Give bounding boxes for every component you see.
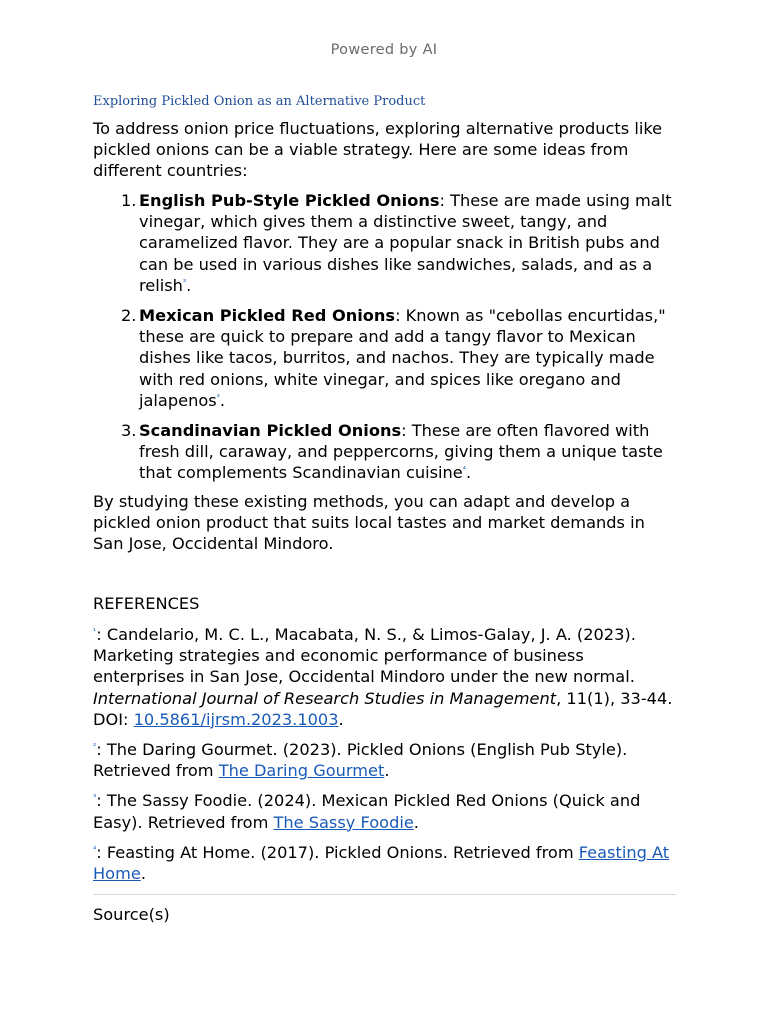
punctuation: .: [413, 812, 419, 832]
punctuation: .: [465, 463, 472, 483]
sassy-foodie-link[interactable]: The Sassy Foodie: [273, 812, 414, 832]
conclusion-paragraph: By studying these existing methods, you can adapt and develop a pickled onion product that suits local tastes and market demands in San Jose, Occidental Mindoro.: [93, 492, 645, 554]
idea-name: Scandinavian Pickled Onions: [139, 421, 402, 441]
punctuation: .: [186, 275, 192, 295]
idea-text: : These are often flavored with fresh dill, caraway, and peppercorns, giving them a unique taste that complements Scandinavian cuisine: [139, 421, 663, 483]
idea-name: Mexican Pickled Red Onions: [139, 306, 396, 326]
citation-link[interactable]: ²: [182, 277, 187, 287]
document-title: Exploring Pickled Onion as an Alternative Product: [93, 94, 426, 109]
references-list: [93, 624, 676, 893]
reference-text: : The Daring Gourmet. (2023). Pickled Onions (English Pub Style). Retrieved from: [93, 740, 628, 781]
doi-link[interactable]: 10.5861/ijrsm.2023.1003: [133, 709, 339, 729]
idea-text: : Known as "cebollas encurtidas," these are quick to prepare and add a tangy flavor to Mexican dishes like tacos, burritos, and nachos. They are typically made with red onions, white vinegar, and spices like oregano and jalapenos: [139, 306, 666, 410]
reference-item: [93, 739, 676, 781]
idea-text: : These are made using malt vinegar, which gives them a distinctive sweet, tangy, and caramelized flavor. They are a popular snack in British pubs and can be used in various dishes like sandwiches, salads, and as a relish: [139, 191, 672, 295]
daring-gourmet-link[interactable]: The Daring Gourmet: [218, 761, 385, 781]
list-item: [93, 420, 676, 484]
feasting-at-home-link[interactable]: Feasting At Home: [93, 842, 670, 884]
reference-text: : The Sassy Foodie. (2024). Mexican Pickled Red Onions (Quick and Easy). Retrieved from: [93, 791, 641, 832]
reference-text: : Candelario, M. C. L., Macabata, N. S., & Limos-Galay, J. A. (2023). Marketing strategies and economic performance of business enterprises in San Jose, Occidental Mindoro under the new normal.: [93, 625, 636, 687]
sources-label[interactable]: Source(s): [93, 905, 170, 924]
list-item: [93, 190, 676, 296]
references-heading: REFERENCES: [93, 594, 200, 613]
reference-item: [93, 790, 676, 832]
powered-by-header: Powered by AI: [330, 42, 438, 58]
idea-name: English Pub-Style Pickled Onions: [139, 191, 440, 210]
punctuation: .: [140, 864, 146, 884]
list-item: [93, 305, 676, 411]
list-number: 1.: [121, 191, 137, 210]
reference-marker: ³: [93, 793, 97, 803]
ideas-list: [93, 190, 676, 493]
reference-text: , 11(1), 33-44. DOI:: [93, 688, 673, 729]
citation-link[interactable]: ⁴: [462, 465, 466, 475]
punctuation: .: [219, 390, 226, 410]
reference-text: : Feasting At Home. (2017). Pickled Onions. Retrieved from: [96, 842, 579, 862]
list-number: 2.: [121, 306, 137, 326]
journal-name: International Journal of Research Studies in Management: [93, 688, 557, 708]
reference-marker: ⁴: [93, 844, 97, 854]
citation-link[interactable]: ³: [216, 392, 220, 402]
reference-item: [93, 842, 676, 884]
punctuation: .: [384, 761, 390, 781]
list-number: 3.: [121, 421, 137, 441]
punctuation: .: [338, 709, 344, 729]
reference-marker: ²: [93, 741, 97, 751]
intro-paragraph: To address onion price fluctuations, exploring alternative products like pickled onions can be a viable strategy. Here are some ideas from different countries:: [93, 119, 663, 181]
reference-item: [93, 624, 676, 730]
section-divider: [93, 894, 676, 895]
reference-marker: ¹: [93, 626, 97, 636]
